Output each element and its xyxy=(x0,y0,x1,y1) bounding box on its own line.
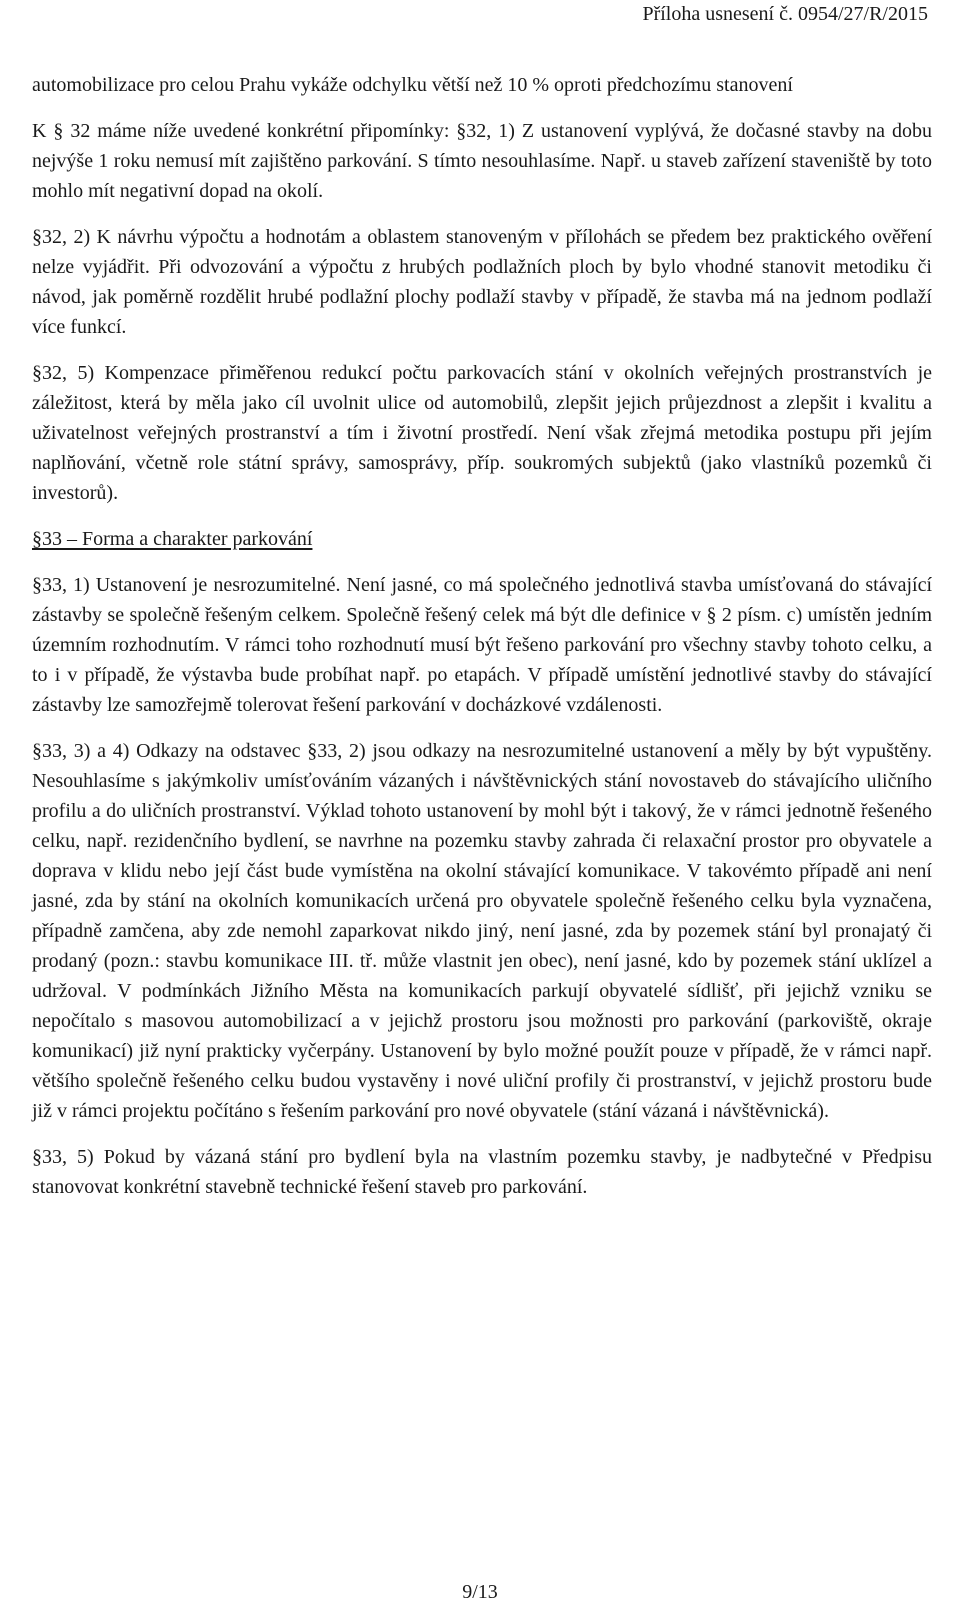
paragraph-33-5: §33, 5) Pokud by vázaná stání pro bydlení byla na vlastním pozemku stavby, je nadbytečné v Předpisu stanovovat konkrétní stavebně technické řešení staveb pro parkování. xyxy=(32,1146,932,1198)
section-heading-33 xyxy=(32,524,932,554)
paragraph-33-1: §33, 1) Ustanovení je nesrozumitelné. Není jasné, co má společného jednotlivá stavba umísťovaná do stávající zástavby se společně řešeným celkem. Společně řešený celek má být dle definice v § 2 písm. c) umístěn jedním územním rozhodnutím. V rámci toho rozhodnutí musí být řešeno parkování pro všechny stavby tohoto celku, a to i v případě, že výstavba bude probíhat např. po etapách. V případě umístění jednotlivé stavby do stávající zástavby lze samozřejmě tolerovat řešení parkování v docházkové vzdálenosti. xyxy=(32,574,932,716)
annex-header: Příloha usnesení č. 0954/27/R/2015 xyxy=(642,3,928,25)
paragraph-32-5: §32, 5) Kompenzace přiměřenou redukcí počtu parkovacích stání v okolních veřejných prostranstvích je záležitost, která by měla jako cíl uvolnit ulice od automobilů, zlepšit jejich průjezdnost a zlepšit i kvalitu a uživatelnost veřejných prostranství a tím i životní prostředí. Není však zřejmá metodika postupu při jejím naplňování, včetně role státní správy, samosprávy, příp. soukromých subjektů (jako vlastníků pozemků či investorů). xyxy=(32,362,932,504)
paragraph-32-2: §32, 2) K návrhu výpočtu a hodnotám a oblastem stanoveným v přílohách se předem bez praktického ověření nelze vyjádřit. Při odvozování a výpočtu z hrubých podlažních ploch by bylo vhodné stanovit metodiku či návod, jak poměrně rozdělit hrubé podlažní plochy podlaží stavby v případě, že stavba má na jednom podlaží více funkcí. xyxy=(32,226,932,338)
document-body xyxy=(32,70,932,1202)
page-number: 9/13 xyxy=(462,1581,498,1603)
paragraph-automobilizace: automobilizace pro celou Prahu vykáže odchylku větší než 10 % oproti předchozímu stanovení xyxy=(32,74,793,96)
section-heading-33-text: §33 – Forma a charakter parkování xyxy=(32,528,313,550)
paragraph-33-3-4: §33, 3) a 4) Odkazy na odstavec §33, 2) jsou odkazy na nesrozumitelné ustanovení a měly by být vypuštěny. Nesouhlasíme s jakýmkoliv umísťováním vázaných i návštěvnických stání novostaveb do stávajícího uličního profilu a do uličních prostranství. Výklad tohoto ustanovení by mohl být i takový, že v rámci jednotně řešeného celku, např. rezidenčního bydlení, se navrhne na pozemku stavby zahrada či relaxační prostor pro obyvatele a doprava v klidu nebo její část bude vymístěna na okolní stávající komunikace. V takovémto případě ani není jasné, zda by stání na okolních komunikacích určená pro obyvatele společně řešeného celku byla vyznačena, případně zamčena, aby zde nemohl zaparkovat nikdo jiný, není jasné, zda by pozemek stání byl pronajatý či prodaný (pozn.: stavbu komunikace III. tř. může vlastnit jen obec), není jasné, kdo by pozemek stání uklízel a udržoval. V podmínkách Jižního Města na komunikacích parkují obyvatelé sídlišť, při jejichž vzniku se nepočítalo s masovou automobilizací a v jejichž prostoru jsou možnosti pro parkování (parkoviště, okraje komunikací) již nyní prakticky vyčerpány. Ustanovení by bylo možné použít pouze v případě, že v rámci např. většího společně řešeného celku budou vystavěny i nové uliční profily či prostranství, v jejichž prostoru bude již v rámci projektu počítáno s řešením parkování pro nové obyvatele (stání vázaná i návštěvnická). xyxy=(32,740,932,1122)
paragraph-32-1: K § 32 máme níže uvedené konkrétní připomínky: §32, 1) Z ustanovení vyplývá, že dočasné stavby na dobu nejvýše 1 roku nemusí mít zajištěno parkování. S tímto nesouhlasíme. Např. u staveb zařízení staveniště by toto mohlo mít negativní dopad na okolí. xyxy=(32,120,932,202)
